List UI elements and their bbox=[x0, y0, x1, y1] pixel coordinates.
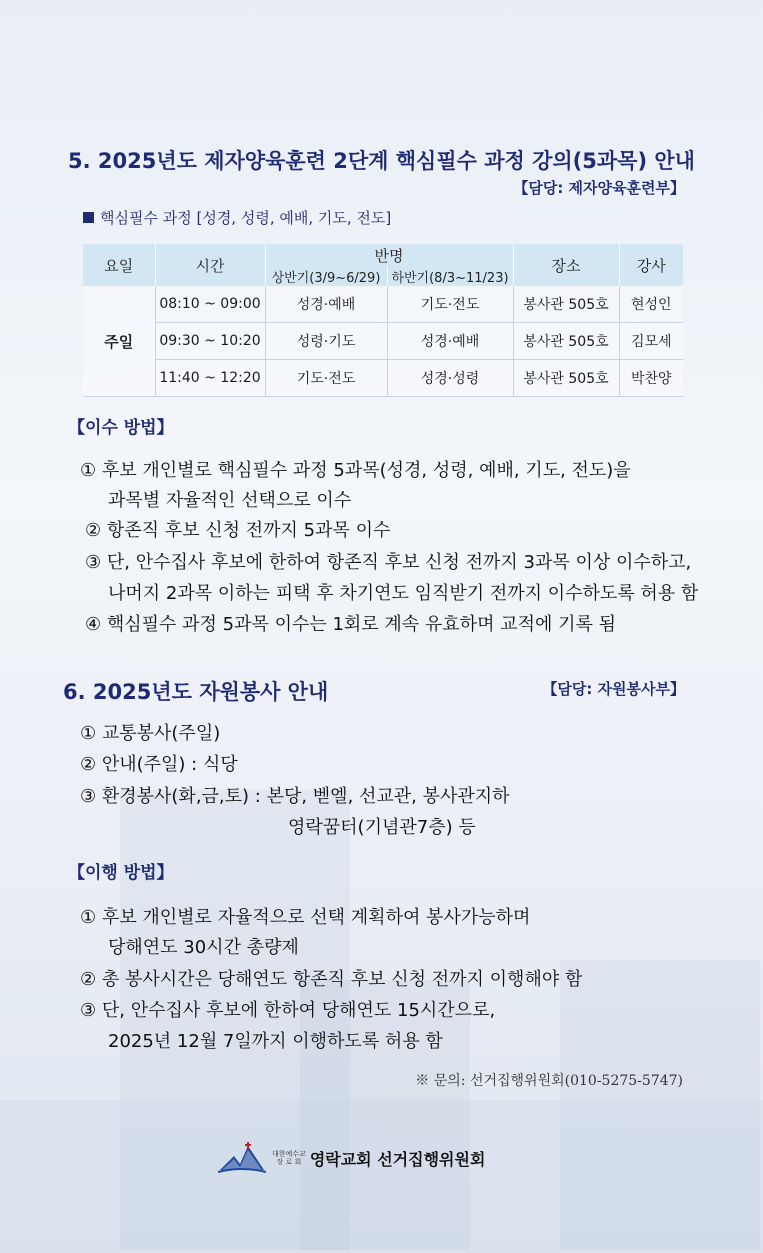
section5-title: 5. 2025년도 제자양육훈련 2단계 핵심필수 과정 강의(5과목) 안내 bbox=[68, 149, 695, 173]
volunteer-item-continued: 영락꿈터(기념관7층) 등 bbox=[288, 817, 476, 838]
denomination-line: 장 로 회 bbox=[276, 1158, 302, 1166]
volunteer-item: ① 교통봉사(주일) bbox=[80, 723, 221, 744]
method-item: ① 후보 개인별로 자율적으로 선택 계획하여 봉사가능하며 bbox=[80, 907, 531, 928]
method-item-continued: 나머지 2과목 이하는 피택 후 차기연도 임직받기 전까지 이수하도록 허용 함 bbox=[108, 583, 699, 604]
first-half-cell: 기도·전도 bbox=[265, 360, 387, 397]
second-half-cell: 성경·예배 bbox=[387, 323, 513, 360]
denomination-line: 대한예수교 bbox=[272, 1150, 306, 1158]
section6-charge: 【담당: 자원봉사부】 bbox=[542, 680, 685, 698]
schedule-table bbox=[83, 244, 683, 397]
method-item: ① 후보 개인별로 핵심필수 과정 5과목(성경, 성령, 예배, 기도, 전도)을 bbox=[80, 460, 631, 481]
method-item-continued: 2025년 12월 7일까지 이행하도록 허용 함 bbox=[108, 1031, 443, 1052]
table-row bbox=[83, 360, 683, 397]
place-cell: 봉사관 505호 bbox=[513, 286, 619, 323]
lecturer-cell: 박찬양 bbox=[619, 360, 683, 397]
method-item: ③ 단, 안수집사 후보에 한하여 항존직 후보 신청 전까지 3과목 이상 이수하고, bbox=[85, 552, 692, 573]
organization-name: 영락교회 선거집행위원회 bbox=[309, 1149, 486, 1169]
second-half-cell: 성경·성령 bbox=[387, 360, 513, 397]
time-cell: 11:40 ~ 12:20 bbox=[155, 360, 265, 397]
section5-method-title: 【이수 방법】 bbox=[68, 418, 174, 438]
method-item: ② 항존직 후보 신청 전까지 5과목 이수 bbox=[85, 520, 391, 541]
place-cell: 봉사관 505호 bbox=[513, 323, 619, 360]
method-item: ② 총 봉사시간은 당해연도 항존직 후보 신청 전까지 이행해야 함 bbox=[80, 969, 583, 990]
time-cell: 08:10 ~ 09:00 bbox=[155, 286, 265, 323]
volunteer-item: ③ 환경봉사(화,금,토) : 본당, 벧엘, 선교관, 봉사관지하 bbox=[80, 786, 510, 807]
header-first-half: 상반기(3/9~6/29) bbox=[265, 266, 387, 286]
footer-logo bbox=[218, 1142, 485, 1174]
lecturer-cell: 김모세 bbox=[619, 323, 683, 360]
second-half-cell: 기도·전도 bbox=[387, 286, 513, 323]
header-class: 반명 bbox=[265, 244, 513, 266]
section5-charge: 【담당: 제자양육훈련부】 bbox=[513, 179, 685, 197]
square-bullet-icon bbox=[83, 212, 94, 223]
method-item-continued: 당해연도 30시간 총량제 bbox=[108, 937, 299, 958]
volunteer-item: ② 안내(주일) : 식당 bbox=[80, 754, 238, 775]
subtitle-text: 핵심필수 과정 [성경, 성령, 예배, 기도, 전도] bbox=[100, 209, 392, 227]
header-day: 요일 bbox=[83, 244, 155, 286]
day-cell: 주일 bbox=[83, 286, 155, 397]
church-logo-icon bbox=[218, 1142, 266, 1174]
section5-subtitle bbox=[83, 207, 391, 228]
time-cell: 09:30 ~ 10:20 bbox=[155, 323, 265, 360]
method-item: ④ 핵심필수 과정 5과목 이수는 1회로 계속 유효하며 교적에 기록 됨 bbox=[85, 614, 616, 635]
background-ground bbox=[0, 1100, 763, 1253]
table-row bbox=[83, 323, 683, 360]
table-row bbox=[83, 286, 683, 323]
section6-method-title: 【이행 방법】 bbox=[68, 863, 174, 883]
first-half-cell: 성령·기도 bbox=[265, 323, 387, 360]
denomination-label bbox=[272, 1150, 306, 1166]
section6-title: 6. 2025년도 자원봉사 안내 bbox=[63, 680, 329, 704]
header-lecturer: 강사 bbox=[619, 244, 683, 286]
method-item-continued: 과목별 자율적인 선택으로 이수 bbox=[108, 490, 352, 511]
contact-note: ※ 문의: 선거집행위원회(010-5275-5747) bbox=[415, 1073, 683, 1089]
header-time: 시간 bbox=[155, 244, 265, 286]
first-half-cell: 성경·예배 bbox=[265, 286, 387, 323]
header-place: 장소 bbox=[513, 244, 619, 286]
method-item: ③ 단, 안수집사 후보에 한하여 당해연도 15시간으로, bbox=[80, 1000, 496, 1021]
lecturer-cell: 현성인 bbox=[619, 286, 683, 323]
place-cell: 봉사관 505호 bbox=[513, 360, 619, 397]
header-second-half: 하반기(8/3~11/23) bbox=[387, 266, 513, 286]
